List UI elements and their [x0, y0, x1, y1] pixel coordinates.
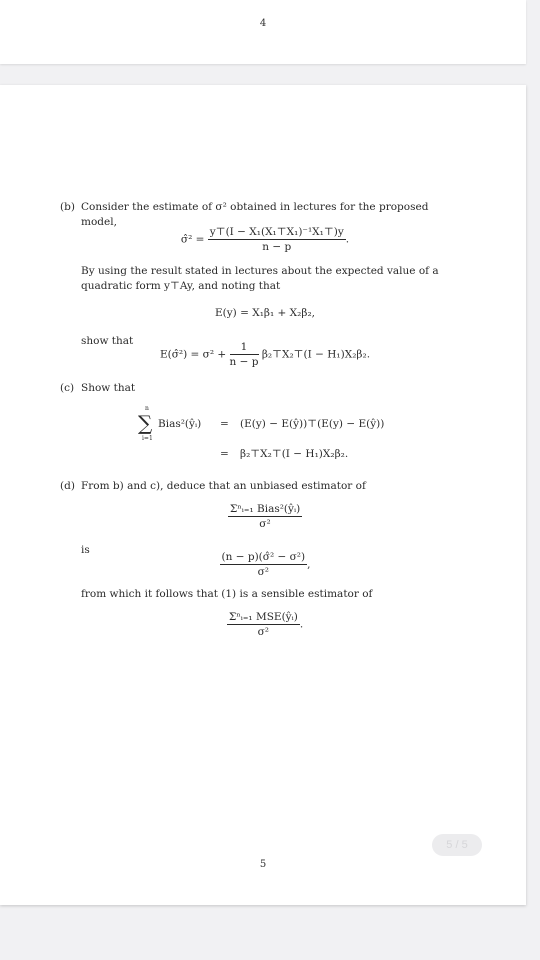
- part-b-text-4: quadratic form y⊤Ay, and noting that: [81, 280, 281, 292]
- part-d-text-3: from which it follows that (1) is a sensible estimator of: [81, 588, 373, 600]
- part-b-text-2: model,: [81, 216, 117, 228]
- pdf-page-4: [0, 0, 526, 64]
- frac1-numerator: Σⁿᵢ₌₁ Bias²(ŷᵢ): [229, 503, 301, 515]
- eq3-lhs: E(σ̂²) = σ² +: [159, 348, 227, 361]
- fraction-mse-over-sigma: $\frac{\text{Σⁿᵢ₌₁ MSE(ŷᵢ)}}{\text{σ²}}$ .: [228, 611, 304, 638]
- part-d-text-2: is: [81, 544, 90, 556]
- equals-sign-2: =: [220, 448, 229, 460]
- part-b-text-5: show that: [81, 335, 134, 347]
- part-b-text-3: By using the result stated in lectures about the expected value of a: [81, 265, 439, 277]
- page-indicator: 5 / 5: [432, 834, 482, 856]
- frac3-numerator: Σⁿᵢ₌₁ MSE(ŷᵢ): [228, 611, 298, 623]
- fraction-unbiased-estimator: $\frac{\text{(n − p)(σ̂² − σ²)}}{\text{σ²}}$ ,: [221, 551, 311, 578]
- eq3-denominator: n − p: [229, 356, 259, 368]
- part-d-text-1: From b) and c), deduce that an unbiased estimator of: [81, 480, 366, 492]
- equation-sigma-hat: σ̂² = $\frac{\text{y⊤(I − X₁(X₁⊤X₁)⁻¹X₁⊤)y}}{n - p}$ .: [180, 226, 350, 253]
- sum-symbol: ∑: [138, 411, 153, 435]
- frac1-denominator: σ²: [259, 518, 271, 530]
- page-number: 5: [259, 859, 267, 870]
- part-b-label: (b): [60, 201, 75, 213]
- equation-expected-y: E(y) = X₁β₁ + X₂β₂,: [214, 307, 315, 319]
- eq1-lhs: σ̂² =: [180, 233, 205, 246]
- eq1-denominator: n − p: [262, 241, 292, 253]
- sum-lower-limit: i=1: [142, 435, 153, 442]
- frac3: [227, 611, 300, 638]
- part-c-text: Show that: [81, 382, 136, 394]
- bias-row-2: β₂⊤X₂⊤(I − H₁)X₂β₂.: [240, 448, 349, 460]
- bias-row-1: (E(y) − E(ŷ))⊤(E(y) − E(ŷ)): [240, 418, 385, 430]
- part-d-label: (d): [60, 480, 75, 492]
- frac2: [220, 551, 308, 578]
- fraction-bias-over-sigma: [80, 503, 450, 530]
- page-number: 4: [259, 18, 267, 29]
- part-b-text-1: Consider the estimate of σ² obtained in lectures for the proposed: [81, 201, 429, 213]
- eq3-fraction: [230, 341, 259, 368]
- eq1-numerator: y⊤(I − X₁(X₁⊤X₁)⁻¹X₁⊤)y: [209, 226, 344, 238]
- frac2-denominator: σ²: [257, 566, 270, 578]
- eq3-rhs: β₂⊤X₂⊤(I − H₁)X₂β₂.: [261, 348, 371, 361]
- eq3-numerator: 1: [230, 341, 259, 355]
- equation-expected-sigma: [80, 341, 450, 368]
- part-c-label: (c): [60, 382, 75, 394]
- equals-sign-1: =: [220, 418, 229, 430]
- frac2-numerator: (n − p)(σ̂² − σ²): [221, 551, 306, 563]
- bias-sum-lhs: Bias²(ŷᵢ): [158, 418, 202, 430]
- frac3-denominator: σ²: [257, 626, 270, 638]
- sum-upper-limit: n: [145, 405, 149, 412]
- eq1-fraction: [208, 226, 346, 253]
- pdf-page-5: [0, 85, 526, 905]
- frac1: [228, 503, 302, 530]
